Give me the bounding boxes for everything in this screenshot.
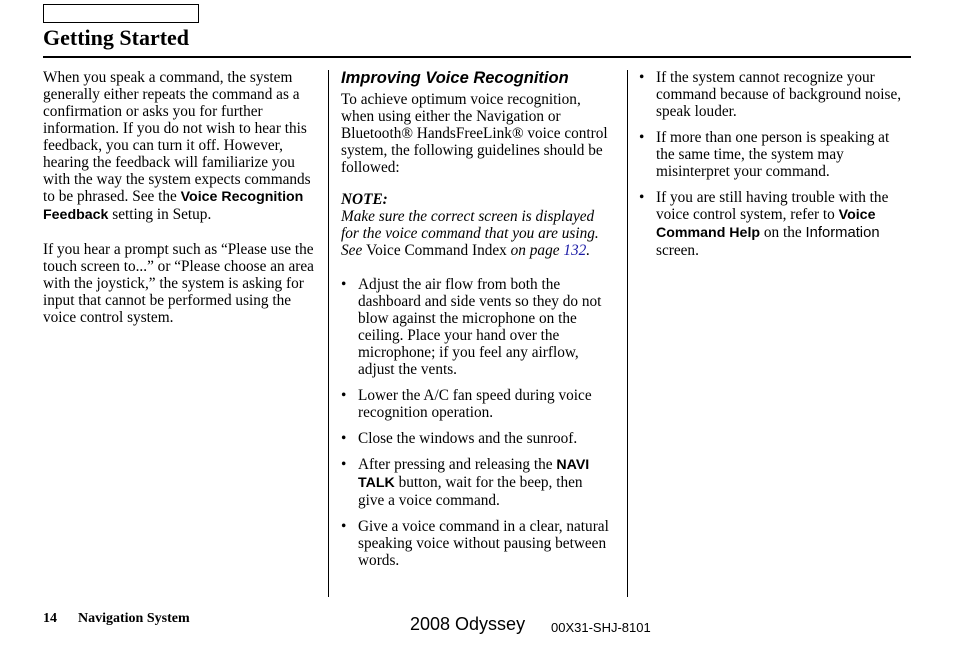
page-link[interactable]: 132	[563, 242, 587, 259]
paragraph-prompt: If you hear a prompt such as “Please use the touch screen to...” or “Please choose an area with the joystick,” the system is asking for input that cannot be performed using the voice control system.	[43, 241, 314, 326]
footer-code: 00X31-SHJ-8101	[551, 620, 651, 635]
list-item-text: After pressing and releasing the	[358, 456, 557, 473]
note-text-start: Make sure the correct screen is displayed for the voice command that you are using. See	[341, 208, 599, 259]
column-middle	[341, 69, 611, 578]
list-item: • Lower the A/C fan speed during voice recognition operation.	[341, 387, 611, 421]
footer-model: 2008 Odyssey	[410, 614, 526, 634]
list-item-text: If you are still having trouble with the voice control system, refer to	[656, 189, 889, 223]
navi-talk-button-ref: NAVI TALK	[358, 457, 590, 491]
header-tab-box	[43, 4, 199, 23]
paragraph-feedback-tail: setting in Setup.	[108, 206, 212, 223]
note-text-page: on page	[506, 242, 564, 259]
page-number: 14	[43, 611, 57, 626]
list-item-text-mid: on the	[760, 224, 806, 241]
voice-command-index-ref: Voice Command Index	[366, 242, 507, 259]
guidelines-list	[341, 276, 611, 569]
note-text	[341, 208, 611, 259]
voice-recognition-feedback-ref: Voice Recognition Feedback	[43, 189, 304, 223]
list-item-text-tail: button, wait for the beep, then give a voice command.	[358, 474, 583, 509]
title-rule	[43, 56, 911, 58]
voice-command-help-ref: Voice Command Help	[656, 207, 876, 241]
troubleshooting-list	[639, 69, 911, 259]
list-item: • If the system cannot recognize your command because of background noise, speak louder.	[639, 69, 911, 120]
list-item-text-tail: screen.	[656, 242, 699, 259]
list-item: • If more than one person is speaking at the same time, the system may misinterpret your command.	[639, 129, 911, 180]
list-item: • Adjust the air flow from both the dashboard and side vents so they do not blow against the microphone on the ceiling. Place your hand over the microphone; if you feel any airflow, adjust the vents.	[341, 276, 611, 378]
paragraph-feedback	[43, 69, 315, 224]
note-label: NOTE:	[341, 191, 388, 208]
information-ref: Information	[805, 225, 880, 241]
intro-paragraph: To achieve optimum voice recognition, when using either the Navigation or Bluetooth® HandsFreeLink® voice control system, the following guidelines should be followed:	[341, 91, 608, 176]
page-title: Getting Started	[43, 25, 190, 50]
column-right	[639, 69, 911, 268]
column-left	[43, 69, 315, 326]
list-item: • Close the windows and the sunroof.	[341, 430, 611, 447]
footer-section: Navigation System	[78, 611, 190, 626]
column-divider	[627, 70, 628, 597]
column-divider	[328, 70, 329, 597]
section-heading: Improving Voice Recognition	[341, 69, 569, 87]
list-item: • Give a voice command in a clear, natural speaking voice without pausing between words.	[341, 518, 611, 569]
note-text-end: .	[586, 242, 591, 259]
paragraph-feedback-text: When you speak a command, the system generally either repeats the command as a confirmation or asks you for further information. If you do not wish to hear this feedback, you can turn it off. However, hearing the feedback will familiarize you with the way the system expects commands to be phrased. See the	[43, 69, 311, 205]
list-item	[639, 189, 911, 259]
list-item	[341, 456, 611, 509]
